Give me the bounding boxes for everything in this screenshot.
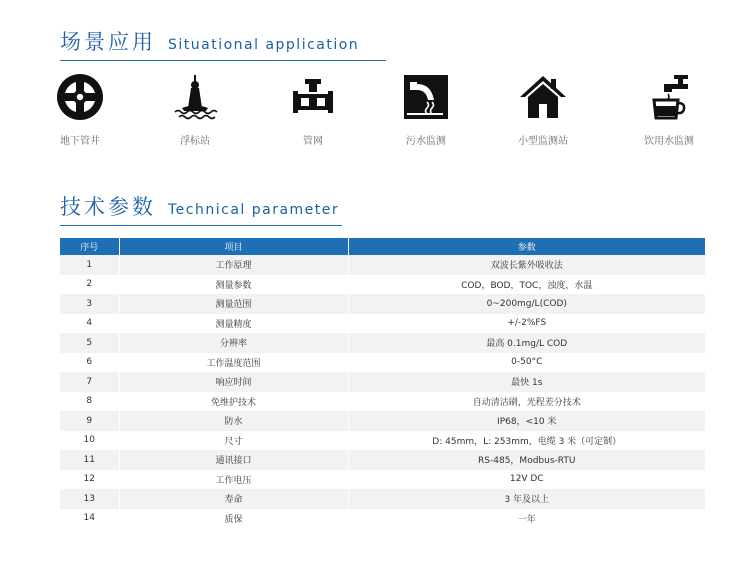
cell-item: 工作原理 (119, 255, 348, 275)
cell-value: IP68，<10 米 (348, 411, 705, 431)
cell-item: 工作温度范围 (119, 353, 348, 373)
cell-index: 7 (60, 372, 119, 392)
table-header-row (60, 238, 705, 255)
cell-index: 9 (60, 411, 119, 431)
cell-value: RS-485，Modbus-RTU (348, 450, 705, 470)
cell-index: 2 (60, 275, 119, 295)
cell-item: 免维护技术 (119, 392, 348, 412)
cell-value: COD，BOD，TOC，浊度，水温 (348, 275, 705, 295)
cell-value: +/-2%FS (348, 314, 705, 334)
tech-section-title (60, 191, 342, 226)
scene-section-title (60, 26, 386, 61)
cell-index: 8 (60, 392, 119, 412)
table-row (60, 509, 705, 529)
cell-item: 测量范围 (119, 294, 348, 314)
scene-item-sewage (376, 72, 476, 147)
scene-item-label: 小型监测站 (518, 136, 568, 147)
cell-index: 6 (60, 353, 119, 373)
table-row (60, 470, 705, 490)
cell-item: 分辨率 (119, 333, 348, 353)
cell-item: 测量精度 (119, 314, 348, 334)
cell-item: 防水 (119, 411, 348, 431)
scene-item-house (493, 72, 593, 147)
buoy-icon (170, 72, 220, 122)
sewage-icon (401, 72, 451, 122)
cell-value: 3 年及以上 (348, 489, 705, 509)
table-row (60, 353, 705, 373)
header-item: 项目 (119, 238, 348, 255)
table-row (60, 275, 705, 295)
cell-value: 双波长紫外吸收法 (348, 255, 705, 275)
cell-index: 4 (60, 314, 119, 334)
cell-item: 尺寸 (119, 431, 348, 451)
cell-value: 自动清洁刷，光程差分技术 (348, 392, 705, 412)
manhole-icon (55, 72, 105, 122)
table-row (60, 411, 705, 431)
cell-item: 质保 (119, 509, 348, 529)
table-row (60, 431, 705, 451)
scene-item-label: 地下管井 (60, 136, 100, 147)
cell-value: 最高 0.1mg/L COD (348, 333, 705, 353)
cell-item: 工作电压 (119, 470, 348, 490)
pipe-network-icon (288, 72, 338, 122)
house-icon (518, 72, 568, 122)
cell-item: 测量参数 (119, 275, 348, 295)
tech-title-zh: 技术参数 (60, 195, 156, 219)
scene-item-faucet (619, 72, 719, 147)
table-row (60, 314, 705, 334)
cell-index: 1 (60, 255, 119, 275)
scene-item-label: 管网 (303, 136, 323, 147)
tech-title-en: Technical parameter (168, 202, 340, 218)
cell-index: 3 (60, 294, 119, 314)
parameter-table (60, 238, 705, 528)
cell-index: 12 (60, 470, 119, 490)
table-row (60, 450, 705, 470)
cell-index: 5 (60, 333, 119, 353)
cell-index: 11 (60, 450, 119, 470)
cell-value: 0-50°C (348, 353, 705, 373)
cell-value: 12V DC (348, 470, 705, 490)
cell-value: D: 45mm，L: 253mm，电缆 3 米（可定制） (348, 431, 705, 451)
cell-index: 10 (60, 431, 119, 451)
scene-item-manhole (30, 72, 130, 147)
table-row (60, 333, 705, 353)
scene-item-buoy (145, 72, 245, 147)
cell-item: 响应时间 (119, 372, 348, 392)
table-row (60, 489, 705, 509)
table-row (60, 255, 705, 275)
cell-index: 14 (60, 509, 119, 529)
cell-value: 最快 1s (348, 372, 705, 392)
header-index: 序号 (60, 238, 119, 255)
table-row (60, 294, 705, 314)
scene-title-en: Situational application (168, 37, 360, 53)
faucet-icon (644, 72, 694, 122)
cell-value: 0~200mg/L(COD) (348, 294, 705, 314)
cell-item: 通讯接口 (119, 450, 348, 470)
cell-item: 寿命 (119, 489, 348, 509)
scene-title-zh: 场景应用 (60, 30, 156, 54)
scene-item-pipe (263, 72, 363, 147)
cell-value: 一年 (348, 509, 705, 529)
cell-index: 13 (60, 489, 119, 509)
scene-item-label: 浮标站 (180, 136, 210, 147)
table-row (60, 392, 705, 412)
table-row (60, 372, 705, 392)
scene-item-label: 饮用水监测 (644, 136, 694, 147)
header-value: 参数 (348, 238, 705, 255)
scene-item-label: 污水监测 (406, 136, 446, 147)
